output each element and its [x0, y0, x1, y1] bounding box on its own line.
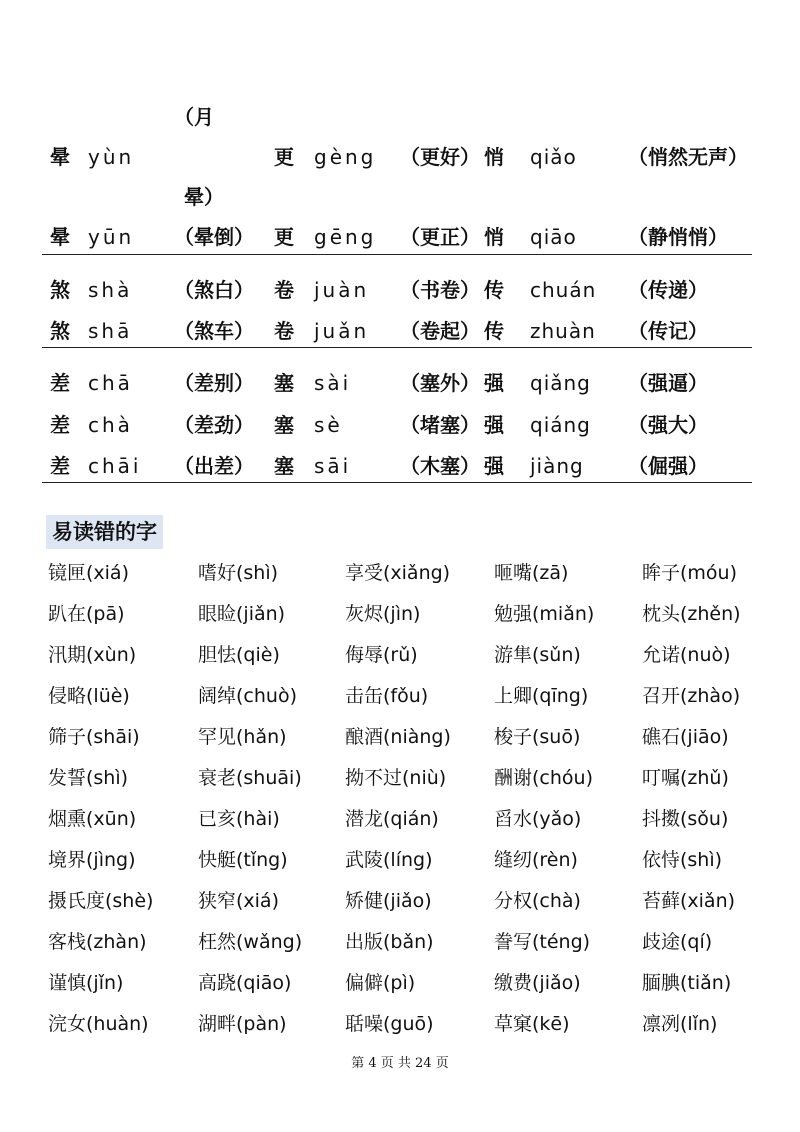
pinyin: chà — [88, 413, 133, 437]
list-item: 嗜好(shì) — [198, 562, 279, 584]
pinyin: qiǎo — [530, 145, 577, 169]
section-title: 易读错的字 — [46, 515, 163, 549]
pinyin: jiàng — [530, 454, 584, 478]
char: 悄 — [484, 145, 504, 169]
divider — [42, 254, 752, 255]
pinyin: juǎn — [314, 319, 370, 343]
list-item: 侵略(lüè) — [48, 685, 130, 707]
list-item: 眼睑(jiǎn) — [198, 603, 286, 625]
example-word: （更正） — [400, 225, 480, 249]
list-item: 胆怯(qiè) — [198, 644, 280, 666]
char: 差 — [50, 413, 70, 437]
list-item: 已亥(hài) — [198, 808, 280, 830]
pinyin: shā — [88, 319, 133, 343]
example-word: （煞白） — [174, 278, 254, 302]
list-item: 阔绰(chuò) — [198, 685, 297, 707]
list-item: 狭窄(xiá) — [198, 890, 279, 912]
list-item: 烟熏(xūn) — [48, 808, 137, 830]
pinyin: yùn — [88, 145, 135, 169]
list-item: 侮辱(rǔ) — [345, 644, 418, 666]
example-word: （倔强） — [628, 454, 708, 478]
list-item: 缴费(jiǎo) — [494, 972, 581, 994]
char: 更 — [274, 145, 294, 169]
split-example-top: （月 — [174, 105, 214, 129]
list-item: 酬谢(chóu) — [494, 767, 593, 789]
example-word: （煞车） — [174, 319, 254, 343]
example-word: （堵塞） — [400, 413, 480, 437]
example-word: （出差） — [174, 454, 254, 478]
char: 塞 — [274, 371, 294, 395]
pinyin: qiáng — [530, 413, 591, 437]
pinyin: gēng — [314, 225, 377, 249]
table-row — [42, 451, 752, 481]
example-word: （强逼） — [628, 371, 708, 395]
list-item: 叮嘱(zhǔ) — [642, 767, 729, 789]
char: 强 — [484, 413, 504, 437]
char: 卷 — [274, 319, 294, 343]
split-example-bottom: 晕） — [184, 185, 224, 209]
char: 煞 — [50, 278, 70, 302]
pinyin: gèng — [314, 145, 377, 169]
table-row — [42, 222, 752, 252]
pinyin: chuán — [530, 278, 597, 302]
divider — [42, 482, 752, 483]
example-word: （书卷） — [400, 278, 480, 302]
example-word: （晕倒） — [174, 225, 254, 249]
example-word: （木塞） — [400, 454, 480, 478]
char: 强 — [484, 371, 504, 395]
example-word: （静悄悄） — [628, 225, 728, 249]
example-word: （传递） — [628, 278, 708, 302]
example-word: （差劲） — [174, 413, 254, 437]
example-word: （强大） — [628, 413, 708, 437]
pinyin: zhuàn — [530, 319, 596, 343]
pinyin: qiāo — [530, 225, 577, 249]
list-item: 偏僻(pì) — [345, 972, 416, 994]
list-item: 武陵(líng) — [345, 849, 433, 871]
list-item: 勉强(miǎn) — [494, 603, 595, 625]
example-word: （更好） — [400, 145, 480, 169]
list-item: 出版(bǎn) — [345, 931, 434, 953]
pinyin: chā — [88, 371, 133, 395]
list-item: 苔藓(xiǎn) — [642, 890, 736, 912]
page-footer: 第 4 页 共 24 页 — [351, 1056, 449, 1071]
list-item: 潜龙(qián) — [345, 808, 439, 830]
list-item: 凛冽(lǐn) — [642, 1013, 718, 1035]
pinyin: yūn — [88, 225, 135, 249]
example-word: （塞外） — [400, 371, 480, 395]
char: 更 — [274, 225, 294, 249]
list-item: 拗不过(niù) — [345, 767, 447, 789]
list-item: 腼腆(tiǎn) — [642, 972, 732, 994]
table-row — [42, 142, 752, 172]
pinyin: sài — [314, 371, 352, 395]
char: 塞 — [274, 413, 294, 437]
list-item: 罕见(hǎn) — [198, 726, 287, 748]
list-item: 舀水(yǎo) — [494, 808, 582, 830]
char: 悄 — [484, 225, 504, 249]
pinyin: juàn — [314, 278, 370, 302]
list-item: 享受(xiǎng) — [345, 562, 451, 584]
list-item: 谨慎(jǐn) — [48, 972, 124, 994]
list-item: 缝纫(rèn) — [494, 849, 578, 871]
list-item: 召开(zhào) — [642, 685, 741, 707]
list-item: 咂嘴(zā) — [494, 562, 569, 584]
char: 差 — [50, 371, 70, 395]
list-item: 汛期(xùn) — [48, 644, 137, 666]
list-item: 誊写(téng) — [494, 931, 591, 953]
char: 塞 — [274, 454, 294, 478]
char: 晕 — [50, 145, 70, 169]
list-item: 高跷(qiāo) — [198, 972, 292, 994]
list-item: 境界(jìng) — [48, 849, 136, 871]
list-item: 衰老(shuāi) — [198, 767, 302, 789]
char: 传 — [484, 319, 504, 343]
list-item: 礁石(jiāo) — [642, 726, 729, 748]
char: 传 — [484, 278, 504, 302]
list-item: 聒噪(guō) — [345, 1013, 434, 1035]
list-item: 歧途(qí) — [642, 931, 713, 953]
list-item: 抖擞(sǒu) — [642, 808, 729, 830]
pinyin: shà — [88, 278, 133, 302]
pinyin: qiǎng — [530, 371, 591, 395]
table-row — [42, 275, 752, 305]
char: 晕 — [50, 225, 70, 249]
pinyin: sāi — [314, 454, 352, 478]
list-item: 湖畔(pàn) — [198, 1013, 287, 1035]
list-item: 梭子(suō) — [494, 726, 581, 748]
list-item: 趴在(pā) — [48, 603, 125, 625]
list-item: 摄氏度(shè) — [48, 890, 154, 912]
list-item: 游隼(sǔn) — [494, 644, 581, 666]
list-item: 枉然(wǎng) — [198, 931, 303, 953]
list-item: 击缶(fǒu) — [345, 685, 429, 707]
list-item: 筛子(shāi) — [48, 726, 140, 748]
example-word: （传记） — [628, 319, 708, 343]
table-row — [42, 316, 752, 346]
list-item: 眸子(móu) — [642, 562, 738, 584]
table-row — [42, 410, 752, 440]
char: 煞 — [50, 319, 70, 343]
example-word: （差别） — [174, 371, 254, 395]
list-item: 浣女(huàn) — [48, 1013, 149, 1035]
list-item: 镜匣(xiá) — [48, 562, 129, 584]
list-item: 矫健(jiǎo) — [345, 890, 432, 912]
example-word: （卷起） — [400, 319, 480, 343]
divider — [42, 347, 752, 348]
list-item: 发誓(shì) — [48, 767, 129, 789]
char: 强 — [484, 454, 504, 478]
list-item: 酿酒(niàng) — [345, 726, 451, 748]
list-item: 允诺(nuò) — [642, 644, 731, 666]
list-item: 客栈(zhàn) — [48, 931, 147, 953]
char: 差 — [50, 454, 70, 478]
pinyin: chāi — [88, 454, 142, 478]
list-item: 快艇(tǐng) — [198, 849, 288, 871]
list-item: 草窠(kē) — [494, 1013, 570, 1035]
table-row — [42, 368, 752, 398]
char: 卷 — [274, 278, 294, 302]
list-item: 依恃(shì) — [642, 849, 723, 871]
list-item: 分权(chà) — [494, 890, 581, 912]
list-item: 枕头(zhěn) — [642, 603, 741, 625]
list-item: 上卿(qīng) — [494, 685, 589, 707]
pinyin: sè — [314, 413, 343, 437]
example-word: （悄然无声） — [628, 145, 748, 169]
list-item: 灰烬(jìn) — [345, 603, 421, 625]
